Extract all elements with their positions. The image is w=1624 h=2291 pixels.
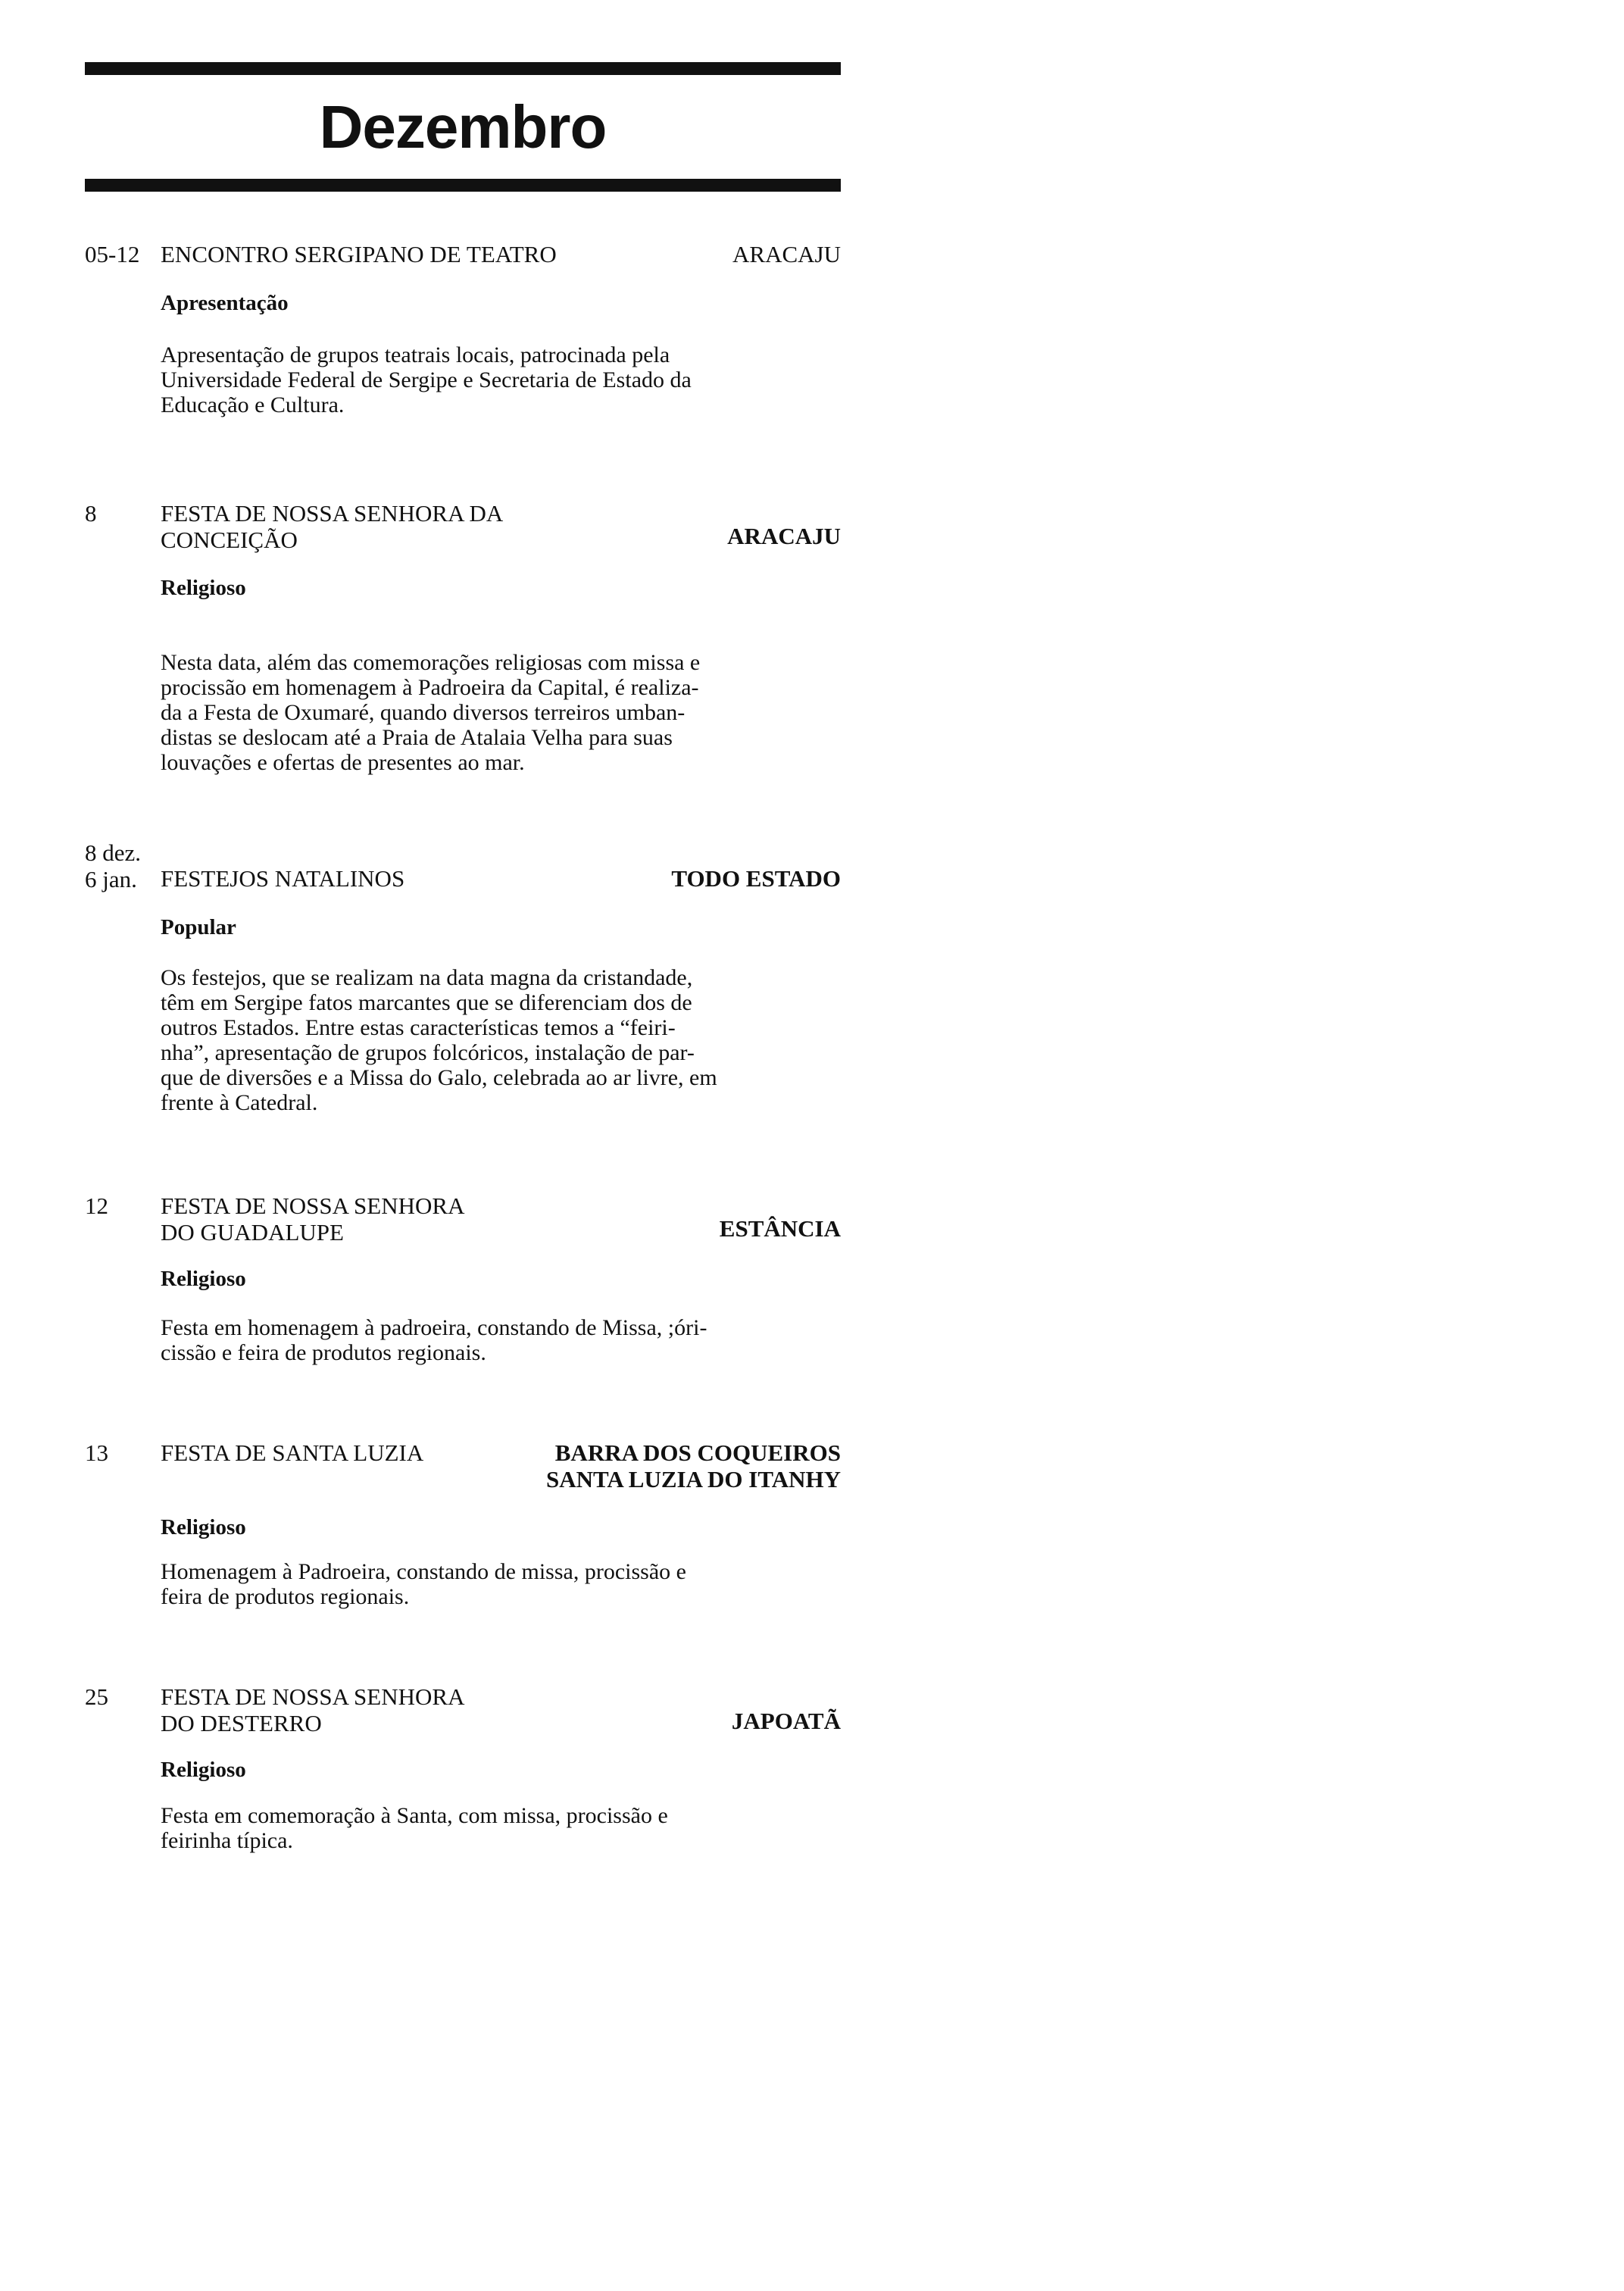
event-title-line: FESTA DE NOSSA SENHORA <box>161 1683 465 1710</box>
event-title-line: DO DESTERRO <box>161 1710 322 1736</box>
event-title <box>161 241 557 267</box>
header-rule-top <box>85 62 841 75</box>
event-date <box>85 241 139 267</box>
event-description <box>161 1559 832 1609</box>
event-description-line: Nesta data, além das comemorações religiosas com missa e <box>161 650 701 675</box>
event-place-line: SANTA LUZIA DO ITANHY <box>545 1466 841 1492</box>
event-title <box>161 865 404 892</box>
event-description-line: Educação e Cultura. <box>161 392 345 417</box>
event-description <box>161 1315 832 1365</box>
event-description-line: outros Estados. Entre estas características temos a “feiri- <box>161 1015 676 1040</box>
header-rule-bottom <box>85 179 841 192</box>
event-description <box>161 1803 832 1853</box>
event-description-line: Homenagem à Padroeira, constando de missa, procissão e <box>161 1559 686 1584</box>
event-description-line: Universidade Federal de Sergipe e Secretaria de Estado da <box>161 367 692 392</box>
event-date-line: 13 <box>85 1439 108 1466</box>
event-place <box>732 241 841 267</box>
event-title-line: FESTEJOS NATALINOS <box>161 865 405 892</box>
event-title <box>161 1192 464 1246</box>
event-description-line: Os festejos, que se realizam na data magna da cristandade, <box>161 965 693 990</box>
event-description-line: Festa em comemoração à Santa, com missa, procissão e <box>161 1803 668 1828</box>
event-type: Popular <box>161 915 236 939</box>
event-date-line: 8 <box>85 500 97 527</box>
event-date-line: 25 <box>85 1683 108 1710</box>
event-place-line: TODO ESTADO <box>671 865 841 892</box>
event-date <box>85 500 97 527</box>
event-description-line: distas se deslocam até a Praia de Atalaia Velha para suas <box>161 725 673 750</box>
month-heading: Dezembro <box>319 93 607 161</box>
event-place-line: ESTÂNCIA <box>719 1215 841 1242</box>
event-description-line: feirinha típica. <box>161 1828 293 1853</box>
event-date <box>85 1439 108 1466</box>
event-date-line: 05-12 <box>85 241 140 267</box>
event-title <box>161 500 503 553</box>
event-type: Religioso <box>161 1267 246 1291</box>
event-type: Religioso <box>161 576 246 600</box>
event-place <box>546 1439 841 1492</box>
event-place <box>720 1215 841 1242</box>
event-description-line: têm em Sergipe fatos marcantes que se diferenciam dos de <box>161 990 692 1015</box>
event-place-line: ARACAJU <box>732 241 841 267</box>
event-description-line: Apresentação de grupos teatrais locais, patrocinada pela <box>161 342 670 367</box>
event-description-line: da a Festa de Oxumaré, quando diversos terreiros umban- <box>161 700 686 725</box>
event-title-line: ENCONTRO SERGIPANO DE TEATRO <box>161 241 557 267</box>
event-title-line: FESTA DE NOSSA SENHORA DA <box>161 500 504 527</box>
event-description-line: cissão e feira de produtos regionais. <box>161 1340 486 1365</box>
event-description <box>161 965 832 1115</box>
event-title-line: DO GUADALUPE <box>161 1219 344 1246</box>
event-place-line: BARRA DOS COQUEIROS <box>554 1439 841 1466</box>
event-description-line: procissão em homenagem à Padroeira da Capital, é realiza- <box>161 675 699 700</box>
event-date-line: 6 jan. <box>85 866 137 892</box>
event-title-line: FESTA DE NOSSA SENHORA <box>161 1192 465 1219</box>
event-type: Apresentação <box>161 291 289 315</box>
event-type: Religioso <box>161 1515 246 1539</box>
event-place-line: JAPOATÃ <box>731 1708 841 1734</box>
event-place <box>732 1708 841 1734</box>
event-place-line: ARACAJU <box>727 523 841 549</box>
event-description-line: frente à Catedral. <box>161 1090 318 1115</box>
event-date <box>85 839 141 892</box>
event-description <box>161 342 832 417</box>
event-date <box>85 1192 108 1219</box>
event-place <box>727 523 841 549</box>
event-description-line: louvações e ofertas de presentes ao mar. <box>161 750 525 775</box>
event-place <box>671 865 841 892</box>
event-type: Religioso <box>161 1758 246 1782</box>
event-title <box>161 1439 423 1466</box>
event-date-line: 12 <box>85 1192 108 1219</box>
event-title <box>161 1683 464 1736</box>
event-description <box>161 650 832 775</box>
event-description-line: que de diversões e a Missa do Galo, celebrada ao ar livre, em <box>161 1065 717 1090</box>
event-description-line: nha”, apresentação de grupos folcóricos, instalação de par- <box>161 1040 695 1065</box>
event-date-line: 8 dez. <box>85 839 142 866</box>
event-title-line: FESTA DE SANTA LUZIA <box>161 1439 424 1466</box>
event-description-line: Festa em homenagem à padroeira, constando de Missa, ;óri- <box>161 1315 707 1340</box>
event-description-line: feira de produtos regionais. <box>161 1584 410 1609</box>
event-date <box>85 1683 108 1710</box>
event-title-line: CONCEIÇÃO <box>161 527 298 553</box>
